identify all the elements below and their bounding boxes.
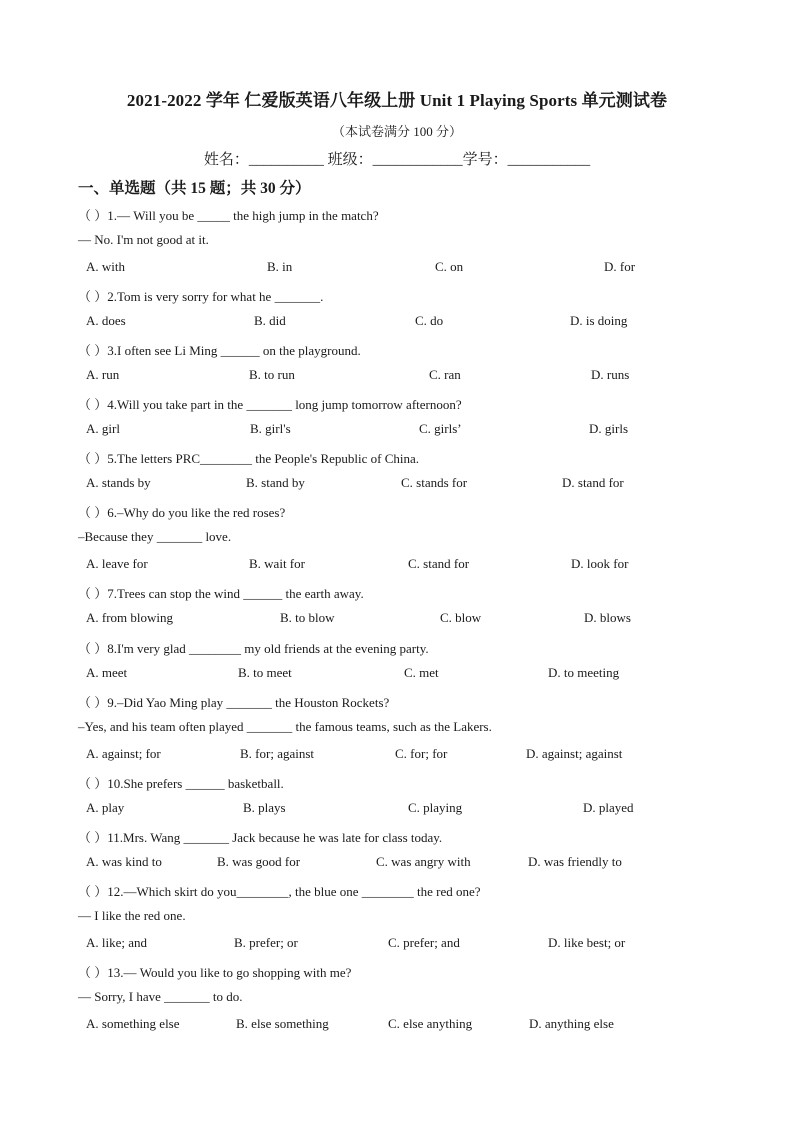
question-2-option-a: A. does: [86, 313, 126, 328]
question-6-option-d: D. look for: [571, 556, 629, 571]
question-13-option-a: A. something else: [86, 1016, 180, 1031]
question-9-stem: （ ）9.–Did Yao Ming play _______ the Houston Rockets?: [78, 695, 390, 710]
question-9-option-d: D. against; against: [526, 746, 623, 761]
question-6-stem: （ ）6.–Why do you like the red roses?: [78, 505, 286, 520]
question-10-option-a: A. play: [86, 800, 125, 815]
question-12-stem: （ ）12.—Which skirt do you________, the blue one ________ the red one?: [78, 884, 481, 899]
question-7-option-b: B. to blow: [280, 610, 335, 625]
question-12-option-b: B. prefer; or: [234, 935, 298, 950]
question-1-option-d: D. for: [604, 259, 636, 274]
student-info-line: 姓名：__________ 班级：____________学号：___________: [203, 152, 591, 168]
question-12-reply: — I like the red one.: [78, 908, 186, 923]
question-11-option-d: D. was friendly to: [528, 854, 622, 869]
question-8-stem: （ ）8.I'm very glad ________ my old friends at the evening party.: [78, 641, 429, 656]
question-8-option-a: A. meet: [86, 665, 128, 680]
question-13-reply: — Sorry, I have _______ to do.: [78, 989, 243, 1004]
question-11-option-b: B. was good for: [217, 854, 301, 869]
question-2-option-b: B. did: [254, 313, 286, 328]
question-10-option-b: B. plays: [243, 800, 286, 815]
question-6-option-c: C. stand for: [408, 556, 470, 571]
exam-title: 2021-2022 学年 仁爱版英语八年级上册 Unit 1 Playing Sports 单元测试卷: [126, 91, 668, 110]
question-12-option-d: D. like best; or: [548, 935, 626, 950]
question-4-option-c: C. girls’: [419, 421, 462, 436]
question-3-stem: （ ）3.I often see Li Ming ______ on the playground.: [78, 343, 361, 358]
question-9-reply: –Yes, and his team often played _______ the famous teams, such as the Lakers.: [78, 719, 492, 734]
question-10-option-d: D. played: [583, 800, 634, 815]
question-12-option-c: C. prefer; and: [388, 935, 460, 950]
question-6-reply: –Because they _______ love.: [78, 529, 232, 544]
question-7-option-a: A. from blowing: [86, 610, 174, 625]
question-8-option-c: C. met: [404, 665, 439, 680]
question-4-option-d: D. girls: [589, 421, 628, 436]
question-12-option-a: A. like; and: [86, 935, 148, 950]
question-1-option-b: B. in: [267, 259, 293, 274]
question-13-stem: （ ）13.— Would you like to go shopping with me?: [78, 965, 352, 980]
question-1-reply: — No. I'm not good at it.: [78, 232, 209, 247]
question-1-option-c: C. on: [435, 259, 464, 274]
question-3-option-c: C. ran: [429, 367, 461, 382]
question-10-stem: （ ）10.She prefers ______ basketball.: [78, 776, 284, 791]
question-8-option-b: B. to meet: [238, 665, 292, 680]
question-6-option-a: A. leave for: [86, 556, 148, 571]
question-4-stem: （ ）4.Will you take part in the _______ long jump tomorrow afternoon?: [78, 397, 462, 412]
question-1-stem: （ ）1.— Will you be _____ the high jump in the match?: [78, 208, 379, 223]
question-13-option-c: C. else anything: [388, 1016, 473, 1031]
question-5-stem: （ ）5.The letters PRC________ the People's Republic of China.: [78, 451, 420, 466]
question-1-option-a: A. with: [86, 259, 125, 274]
question-7-option-c: C. blow: [440, 610, 482, 625]
question-5-option-a: A. stands by: [86, 475, 151, 490]
question-3-option-d: D. runs: [591, 367, 630, 382]
question-7-stem: （ ）7.Trees can stop the wind ______ the earth away.: [78, 586, 364, 601]
question-4-option-a: A. girl: [86, 421, 120, 436]
question-2-option-d: D. is doing: [570, 313, 628, 328]
question-13-option-d: D. anything else: [529, 1016, 614, 1031]
section-heading: 一、单选题（共 15 题；共 30 分）: [78, 180, 311, 197]
question-2-option-c: C. do: [415, 313, 444, 328]
question-10-option-c: C. playing: [408, 800, 463, 815]
question-11-option-a: A. was kind to: [86, 854, 162, 869]
question-7-option-d: D. blows: [584, 610, 631, 625]
question-5-option-c: C. stands for: [401, 475, 468, 490]
question-9-option-b: B. for; against: [240, 746, 315, 761]
question-6-option-b: B. wait for: [249, 556, 305, 571]
question-2-stem: （ ）2.Tom is very sorry for what he _______.: [78, 289, 324, 304]
question-11-option-c: C. was angry with: [376, 854, 471, 869]
question-3-option-b: B. to run: [249, 367, 295, 382]
question-3-option-a: A. run: [86, 367, 120, 382]
question-8-option-d: D. to meeting: [548, 665, 620, 680]
question-4-option-b: B. girl's: [250, 421, 291, 436]
question-9-option-a: A. against; for: [86, 746, 161, 761]
question-5-option-d: D. stand for: [562, 475, 624, 490]
question-5-option-b: B. stand by: [246, 475, 305, 490]
question-13-option-b: B. else something: [236, 1016, 329, 1031]
question-11-stem: （ ）11.Mrs. Wang _______ Jack because he was late for class today.: [78, 830, 443, 845]
question-9-option-c: C. for; for: [395, 746, 448, 761]
exam-subtitle: （本试卷满分 100 分）: [331, 124, 462, 139]
